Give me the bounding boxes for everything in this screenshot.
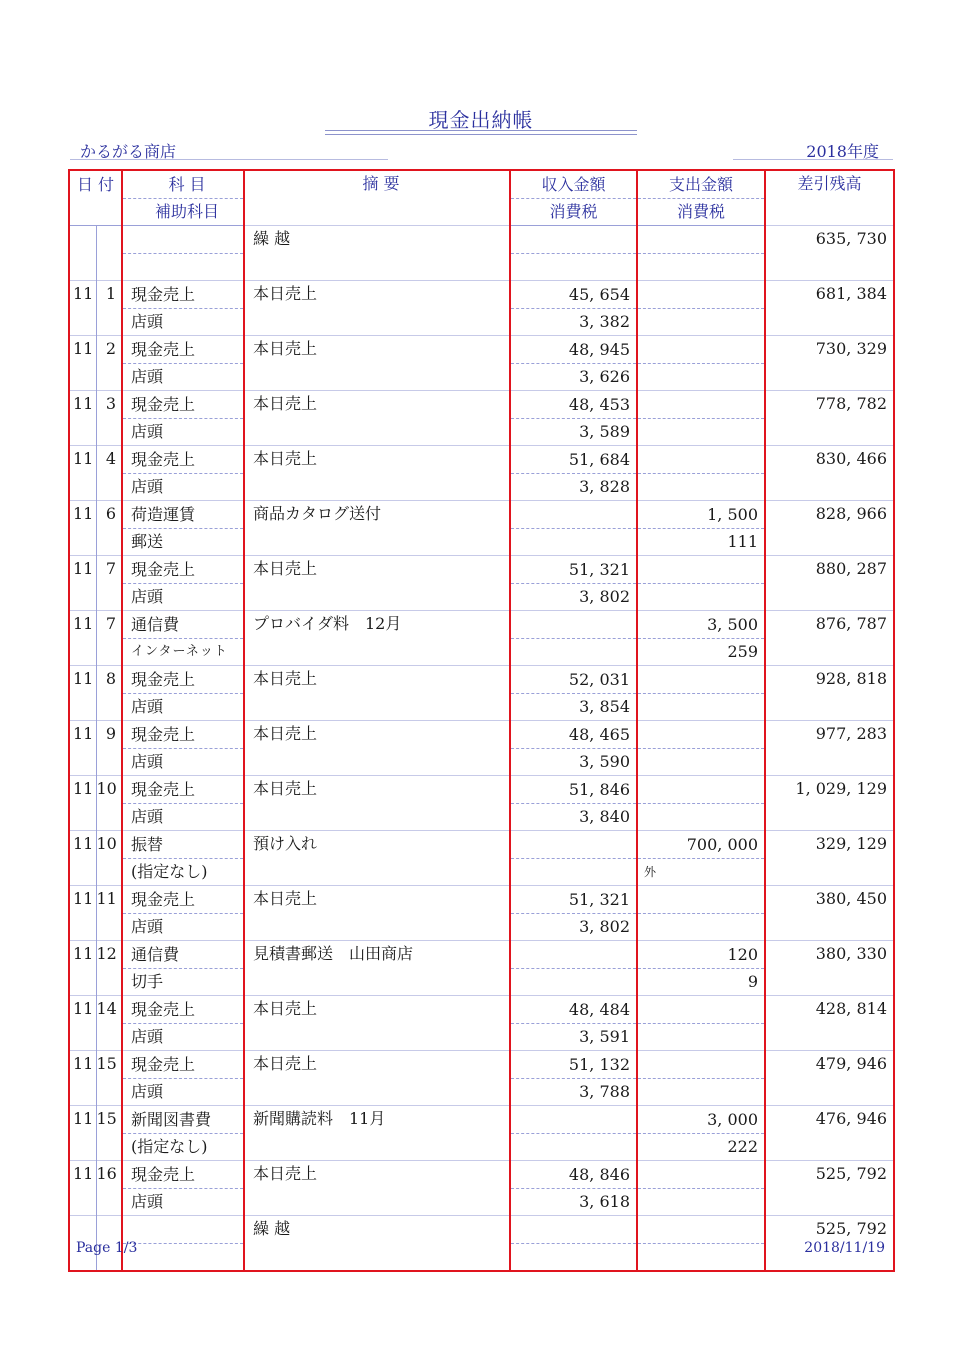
entry-month: 11 xyxy=(69,941,96,996)
entry-row-main xyxy=(69,611,894,639)
entry-description: 本日売上 xyxy=(244,1161,510,1216)
entry-day: 1 xyxy=(96,281,122,336)
entry-account: 通信費 xyxy=(122,941,244,969)
entry-description: 本日売上 xyxy=(244,281,510,336)
entry-row-main xyxy=(69,996,894,1024)
entry-income: 51, 684 xyxy=(510,446,637,474)
entry-income-tax xyxy=(510,1243,637,1271)
entry-income xyxy=(510,611,637,639)
entry-balance: 876, 787 xyxy=(765,611,894,666)
entry-day: 8 xyxy=(96,666,122,721)
entry-expense xyxy=(637,721,765,749)
entry-month: 11 xyxy=(69,501,96,556)
entry-expense-tax xyxy=(637,418,765,446)
entry-income: 51, 846 xyxy=(510,776,637,804)
entry-month: 11 xyxy=(69,886,96,941)
entry-row-main xyxy=(69,941,894,969)
entry-sub-account: 郵送 xyxy=(122,528,244,556)
entry-account: 通信費 xyxy=(122,611,244,639)
entry-sub-account: 店頭 xyxy=(122,473,244,501)
entry-expense xyxy=(637,666,765,694)
entry-expense-tax: 9 xyxy=(637,968,765,996)
entry-account: 新聞図書費 xyxy=(122,1106,244,1134)
entry-row-main xyxy=(69,1051,894,1079)
entry-row-main xyxy=(69,446,894,474)
fiscal-year: 2018年度 xyxy=(806,142,879,161)
entry-day: 10 xyxy=(96,831,122,886)
entry-expense-tax xyxy=(637,473,765,501)
entry-sub-account: 店頭 xyxy=(122,1023,244,1051)
entry-expense: 1, 500 xyxy=(637,501,765,529)
entry-balance: 778, 782 xyxy=(765,391,894,446)
entry-sub-account: 店頭 xyxy=(122,693,244,721)
entry-description: 本日売上 xyxy=(244,666,510,721)
entry-sub-account: 店頭 xyxy=(122,913,244,941)
entry-expense xyxy=(637,446,765,474)
entry-expense xyxy=(637,391,765,419)
entry-balance: 1, 029, 129 xyxy=(765,776,894,831)
entry-account: 現金売上 xyxy=(122,336,244,364)
entry-day: 15 xyxy=(96,1106,122,1161)
entry-income-tax xyxy=(510,528,637,556)
entry-expense-tax xyxy=(637,1188,765,1216)
entry-income: 48, 484 xyxy=(510,996,637,1024)
entry-month: 11 xyxy=(69,611,96,666)
entry-account: 現金売上 xyxy=(122,996,244,1024)
entry-income xyxy=(510,501,637,529)
entry-day: 7 xyxy=(96,556,122,611)
entry-sub-account: 切手 xyxy=(122,968,244,996)
entry-income-tax: 3, 802 xyxy=(510,913,637,941)
entry-account: 現金売上 xyxy=(122,666,244,694)
entry-income xyxy=(510,1216,637,1244)
entry-expense-tax xyxy=(637,803,765,831)
entry-month: 11 xyxy=(69,666,96,721)
entry-row-main xyxy=(69,721,894,749)
entry-sub-account: インターネット xyxy=(122,638,244,666)
entry-expense xyxy=(637,281,765,309)
entry-income-tax xyxy=(510,1133,637,1161)
entry-balance: 380, 450 xyxy=(765,886,894,941)
entry-income-tax xyxy=(510,858,637,886)
entry-description: 本日売上 xyxy=(244,996,510,1051)
entry-row-main xyxy=(69,1216,894,1244)
entry-sub-account: 店頭 xyxy=(122,363,244,391)
entry-income xyxy=(510,831,637,859)
entry-month: 11 xyxy=(69,446,96,501)
title-underline-2 xyxy=(325,134,637,135)
entry-income-tax: 3, 589 xyxy=(510,418,637,446)
entry-row-main xyxy=(69,281,894,309)
entry-balance: 476, 946 xyxy=(765,1106,894,1161)
entry-row-main xyxy=(69,391,894,419)
entry-expense-tax xyxy=(637,308,765,336)
entry-account: 振替 xyxy=(122,831,244,859)
entry-expense-tax: 259 xyxy=(637,638,765,666)
entry-income: 48, 453 xyxy=(510,391,637,419)
entry-account: 現金売上 xyxy=(122,281,244,309)
header-expense: 支出金額 xyxy=(637,170,765,198)
entry-income-tax: 3, 626 xyxy=(510,363,637,391)
entry-account: 現金売上 xyxy=(122,1161,244,1189)
entry-row-main xyxy=(69,886,894,914)
entry-income-tax: 3, 382 xyxy=(510,308,637,336)
entry-month: 11 xyxy=(69,721,96,776)
entry-income-tax: 3, 854 xyxy=(510,693,637,721)
entry-row-main xyxy=(69,556,894,584)
entry-income-tax: 3, 828 xyxy=(510,473,637,501)
entry-row-main xyxy=(69,831,894,859)
entry-account xyxy=(122,226,244,254)
cash-ledger-table xyxy=(68,169,895,1272)
entry-expense: 3, 500 xyxy=(637,611,765,639)
entry-balance: 479, 946 xyxy=(765,1051,894,1106)
document-title: 現金出納帳 xyxy=(428,108,534,132)
entry-account: 現金売上 xyxy=(122,446,244,474)
entry-row-main xyxy=(69,1106,894,1134)
entry-description: 本日売上 xyxy=(244,886,510,941)
entry-description: 見積書郵送 山田商店 xyxy=(244,941,510,996)
entry-account: 現金売上 xyxy=(122,1051,244,1079)
header-income: 収入金額 xyxy=(510,170,637,198)
entry-day: 6 xyxy=(96,501,122,556)
entry-expense-tax xyxy=(637,1078,765,1106)
entry-income xyxy=(510,226,637,254)
entry-balance: 428, 814 xyxy=(765,996,894,1051)
entry-account: 現金売上 xyxy=(122,391,244,419)
entry-balance: 828, 966 xyxy=(765,501,894,556)
entry-income: 48, 846 xyxy=(510,1161,637,1189)
entry-expense-tax xyxy=(637,748,765,776)
entry-description: 本日売上 xyxy=(244,721,510,776)
entry-income-tax xyxy=(510,253,637,281)
entry-balance: 525, 792 xyxy=(765,1161,894,1216)
header-sub-account: 補助科目 xyxy=(122,198,244,226)
entry-income: 48, 465 xyxy=(510,721,637,749)
entry-description: 本日売上 xyxy=(244,336,510,391)
entry-balance: 635, 730 xyxy=(765,226,894,281)
entry-expense-tax: 外 xyxy=(637,858,765,886)
entry-day: 3 xyxy=(96,391,122,446)
entry-expense: 3, 000 xyxy=(637,1106,765,1134)
entry-income: 51, 132 xyxy=(510,1051,637,1079)
entry-balance: 681, 384 xyxy=(765,281,894,336)
entry-income-tax: 3, 788 xyxy=(510,1078,637,1106)
entry-income-tax: 3, 840 xyxy=(510,803,637,831)
entry-income: 48, 945 xyxy=(510,336,637,364)
entry-sub-account: (指定なし) xyxy=(122,1133,244,1161)
store-name: かるがる商店 xyxy=(80,142,177,161)
entry-account: 現金売上 xyxy=(122,556,244,584)
entry-month: 11 xyxy=(69,281,96,336)
entry-balance: 380, 330 xyxy=(765,941,894,996)
entry-sub-account: 店頭 xyxy=(122,748,244,776)
entry-expense-tax xyxy=(637,913,765,941)
header-expense-tax: 消費税 xyxy=(637,198,765,226)
header-date-blank xyxy=(69,198,122,226)
entry-description: 預け入れ xyxy=(244,831,510,886)
entry-expense: 700, 000 xyxy=(637,831,765,859)
header-income-tax: 消費税 xyxy=(510,198,637,226)
entry-expense-tax xyxy=(637,693,765,721)
entry-description: 本日売上 xyxy=(244,391,510,446)
print-date: 2018/11/19 xyxy=(804,1240,885,1256)
entry-month: 11 xyxy=(69,831,96,886)
entry-expense xyxy=(637,776,765,804)
entry-account: 現金売上 xyxy=(122,776,244,804)
entry-day: 16 xyxy=(96,1161,122,1216)
entry-expense xyxy=(637,886,765,914)
entry-description: 商品カタログ送付 xyxy=(244,501,510,556)
entry-expense-tax xyxy=(637,1023,765,1051)
entry-expense xyxy=(637,996,765,1024)
entry-row-main xyxy=(69,336,894,364)
entry-month: 11 xyxy=(69,1106,96,1161)
entry-balance: 977, 283 xyxy=(765,721,894,776)
entry-day: 2 xyxy=(96,336,122,391)
entry-income: 51, 321 xyxy=(510,556,637,584)
entry-income: 45, 654 xyxy=(510,281,637,309)
store-underline xyxy=(70,159,388,160)
entry-expense xyxy=(637,226,765,254)
entry-day: 7 xyxy=(96,611,122,666)
entry-month: 11 xyxy=(69,336,96,391)
entry-sub-account: 店頭 xyxy=(122,1078,244,1106)
entry-income-tax xyxy=(510,968,637,996)
page-number: Page 1/3 xyxy=(76,1240,138,1256)
entry-balance: 928, 818 xyxy=(765,666,894,721)
entry-income xyxy=(510,941,637,969)
entry-expense-tax: 222 xyxy=(637,1133,765,1161)
entry-income-tax: 3, 618 xyxy=(510,1188,637,1216)
entry-sub-account: 店頭 xyxy=(122,418,244,446)
entry-expense xyxy=(637,1051,765,1079)
entry-description: 本日売上 xyxy=(244,446,510,501)
entry-month: 11 xyxy=(69,556,96,611)
entry-description: 本日売上 xyxy=(244,556,510,611)
entry-income xyxy=(510,1106,637,1134)
entry-expense-tax xyxy=(637,583,765,611)
entry-account: 現金売上 xyxy=(122,721,244,749)
entry-description: 本日売上 xyxy=(244,776,510,831)
entry-row-main xyxy=(69,666,894,694)
entry-sub-account xyxy=(122,253,244,281)
header-description: 摘 要 xyxy=(244,170,510,226)
entry-balance: 830, 466 xyxy=(765,446,894,501)
entry-row-main xyxy=(69,776,894,804)
entry-day: 12 xyxy=(96,941,122,996)
entry-day: 11 xyxy=(96,886,122,941)
entry-balance: 329, 129 xyxy=(765,831,894,886)
entry-description: 繰 越 xyxy=(244,1216,510,1272)
entry-month: 11 xyxy=(69,1051,96,1106)
entry-day: 14 xyxy=(96,996,122,1051)
entry-description: 本日売上 xyxy=(244,1051,510,1106)
entry-sub-account xyxy=(122,1243,244,1271)
entry-income-tax: 3, 802 xyxy=(510,583,637,611)
entry-expense-tax xyxy=(637,253,765,281)
entry-expense xyxy=(637,1216,765,1244)
header-row-top xyxy=(69,170,894,198)
entry-account: 現金売上 xyxy=(122,886,244,914)
entry-income-tax xyxy=(510,638,637,666)
entry-sub-account: 店頭 xyxy=(122,583,244,611)
entry-day: 4 xyxy=(96,446,122,501)
entry-account xyxy=(122,1216,244,1244)
entry-expense-tax: 111 xyxy=(637,528,765,556)
header-account: 科 目 xyxy=(122,170,244,198)
entry-expense xyxy=(637,556,765,584)
entry-sub-account: 店頭 xyxy=(122,803,244,831)
header-date: 日 付 xyxy=(76,175,115,194)
entry-income: 52, 031 xyxy=(510,666,637,694)
entry-month: 11 xyxy=(69,776,96,831)
entry-income-tax: 3, 590 xyxy=(510,748,637,776)
entry-balance: 525, 792 xyxy=(765,1216,894,1272)
entry-day: 15 xyxy=(96,1051,122,1106)
entry-row-main xyxy=(69,226,894,254)
entry-expense: 120 xyxy=(637,941,765,969)
entry-month: 11 xyxy=(69,391,96,446)
header-balance: 差引残高 xyxy=(765,170,894,226)
entry-expense xyxy=(637,336,765,364)
entry-balance: 730, 329 xyxy=(765,336,894,391)
entry-sub-account: 店頭 xyxy=(122,1188,244,1216)
title-underline xyxy=(325,130,637,131)
entry-sub-account: (指定なし) xyxy=(122,858,244,886)
entry-expense-tax xyxy=(637,1243,765,1271)
entry-row-main xyxy=(69,501,894,529)
entry-description: プロバイダ料 12月 xyxy=(244,611,510,666)
entry-day: 9 xyxy=(96,721,122,776)
entry-expense-tax xyxy=(637,363,765,391)
entry-description: 新聞購読料 11月 xyxy=(244,1106,510,1161)
entry-description: 繰 越 xyxy=(244,226,510,281)
entry-balance: 880, 287 xyxy=(765,556,894,611)
entry-day xyxy=(96,226,122,281)
entry-sub-account: 店頭 xyxy=(122,308,244,336)
year-underline xyxy=(733,159,893,160)
entry-account: 荷造運賃 xyxy=(122,501,244,529)
entry-row-main xyxy=(69,1161,894,1189)
entry-income: 51, 321 xyxy=(510,886,637,914)
entry-expense xyxy=(637,1161,765,1189)
entry-month: 11 xyxy=(69,996,96,1051)
entry-income-tax: 3, 591 xyxy=(510,1023,637,1051)
entry-day: 10 xyxy=(96,776,122,831)
entry-month xyxy=(69,226,96,281)
entry-month: 11 xyxy=(69,1161,96,1216)
